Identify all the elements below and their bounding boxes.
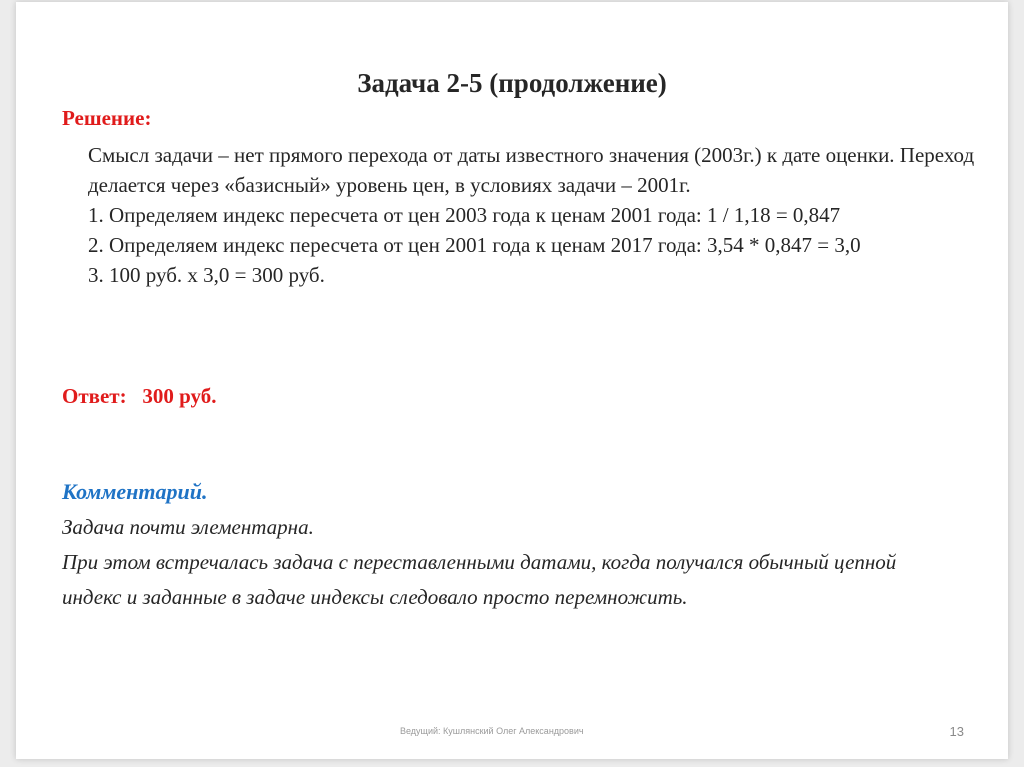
answer-line: Ответ: 300 руб.	[62, 384, 217, 408]
solution-step-3: 3. 100 руб. х 3,0 = 300 руб.	[88, 263, 325, 287]
comment-line-2: При этом встречалась задача с переставленными датами, когда получался обычный цепной индекс и заданные в задаче индексы следовало просто перемножить.	[62, 550, 897, 609]
solution-step-1: 1. Определяем индекс пересчета от цен 2003 года к ценам 2001 года: 1 / 1,18 = 0,847	[88, 203, 841, 227]
comment-line-1: Задача почти элементарна.	[62, 515, 314, 539]
solution-label: Решение:	[62, 106, 152, 130]
solution-step-2: 2. Определяем индекс пересчета от цен 2001 года к ценам 2017 года: 3,54 * 0,847 = 3,0	[88, 233, 861, 257]
solution-body	[88, 140, 988, 290]
slide	[16, 2, 1008, 759]
slide-title: Задача 2-5 (продолжение)	[357, 68, 667, 98]
footer-presenter: Ведущий: Кушлянский Олег Александрович	[400, 726, 584, 736]
comment-label: Комментарий.	[62, 479, 208, 504]
page-number: 13	[949, 724, 964, 739]
comment-body	[62, 510, 942, 615]
solution-paragraph: Смысл задачи – нет прямого перехода от даты известного значения (2003г.) к дате оценки. Переход делается через «базисный» уровень цен, в условиях задачи – 2001г.	[88, 143, 975, 197]
